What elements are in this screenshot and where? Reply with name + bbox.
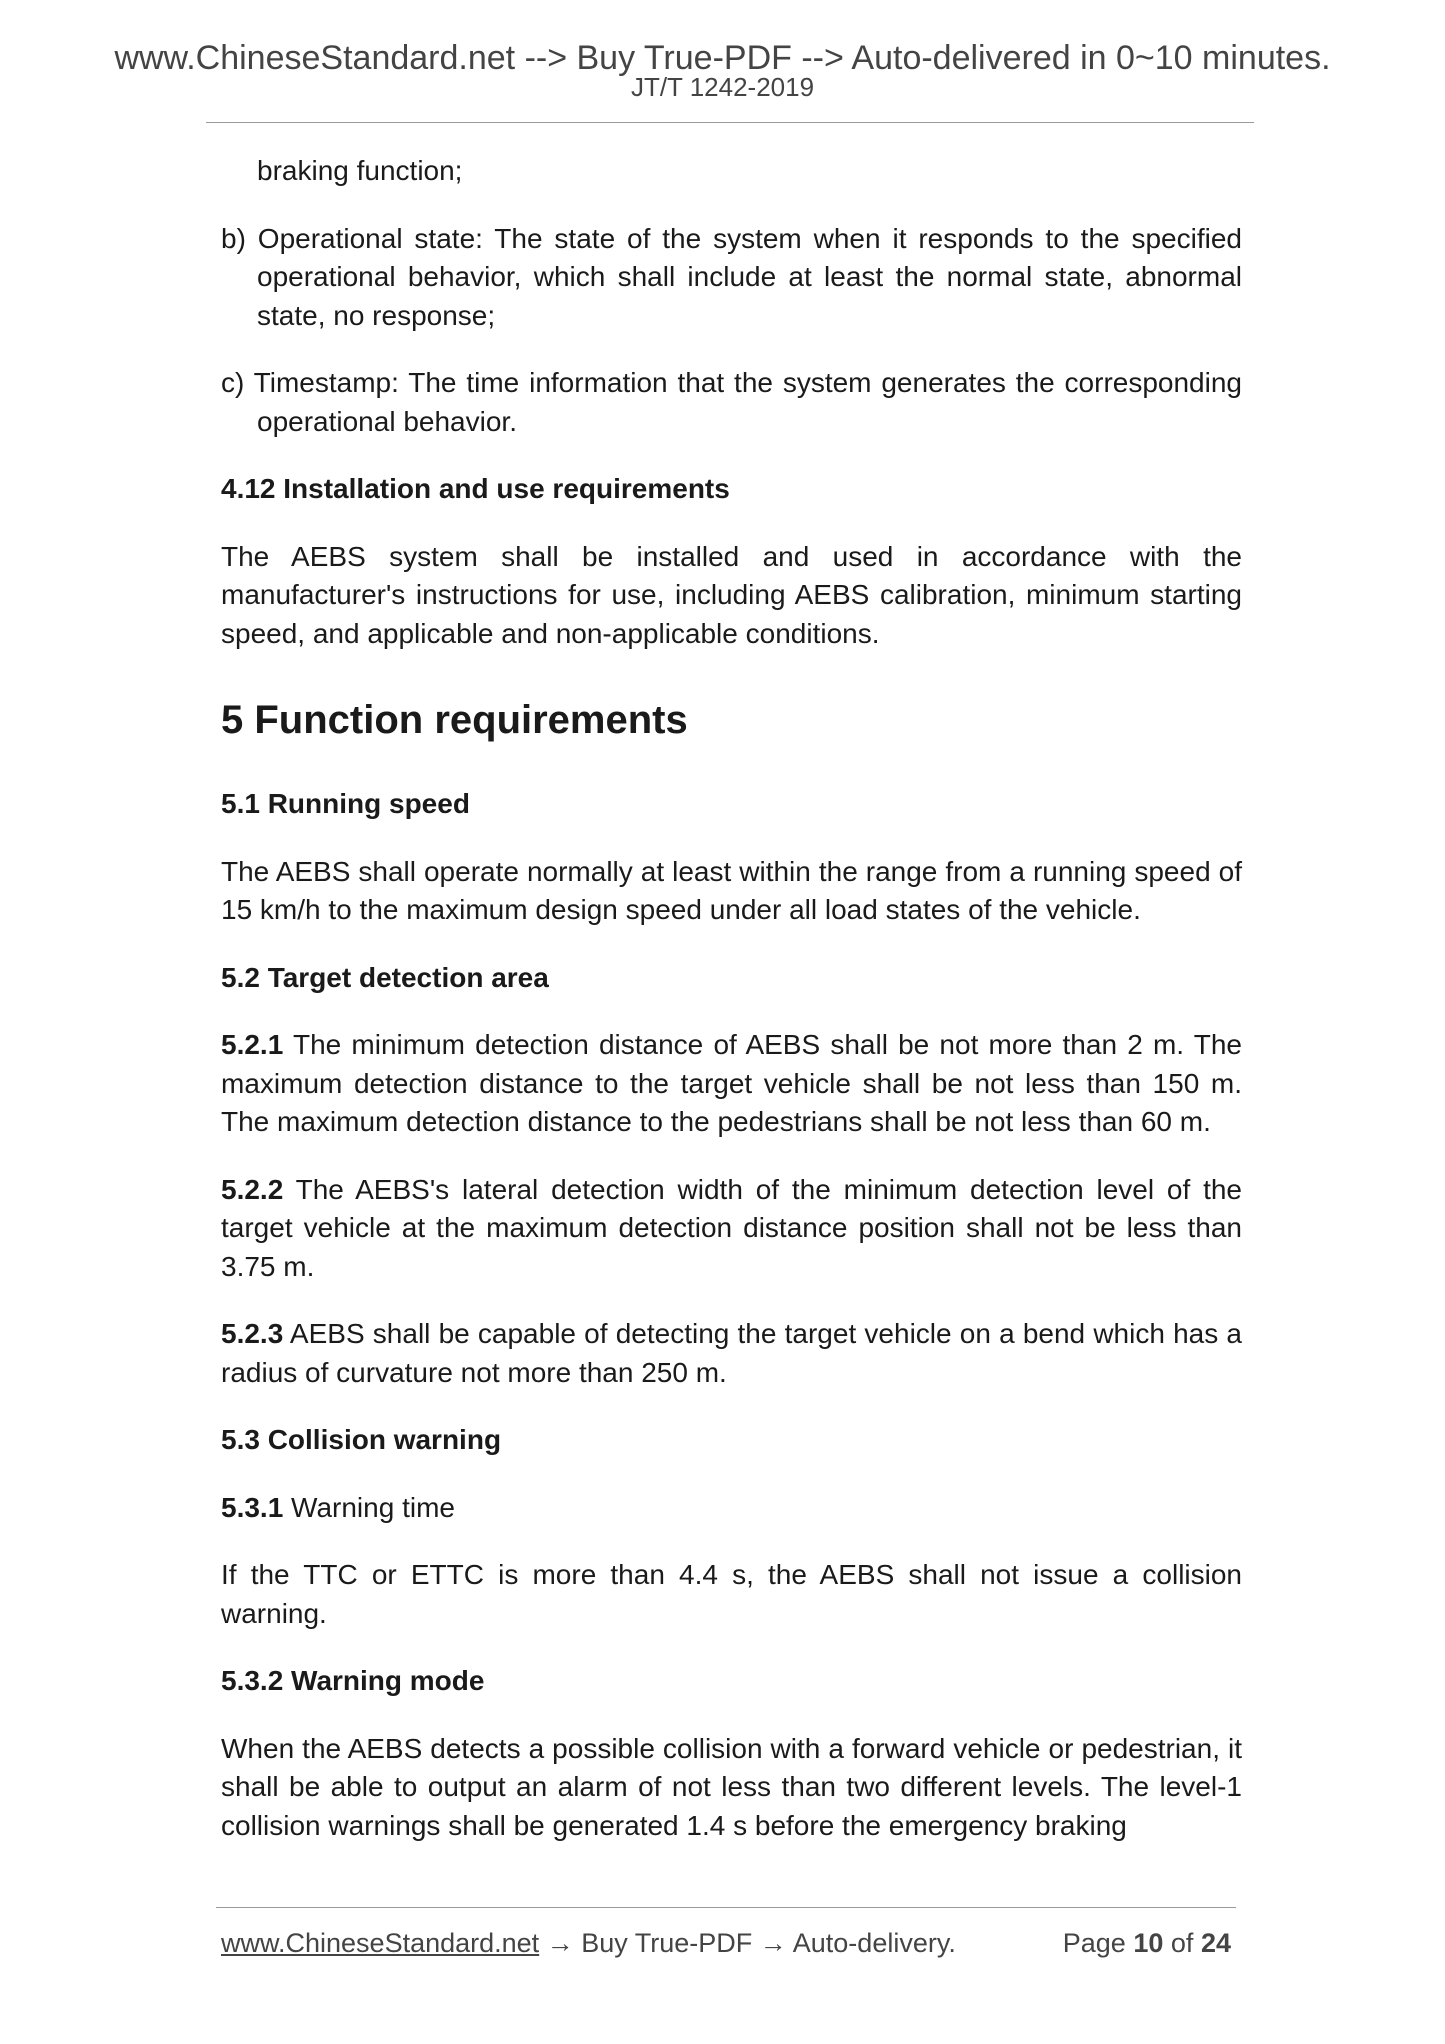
heading-5-3-1 xyxy=(221,1489,1242,1528)
auto-delivery-text: Auto-delivery. xyxy=(792,1928,956,1958)
paragraph-5-2-3 xyxy=(221,1315,1242,1392)
clause-number: 5.3.1 xyxy=(221,1491,284,1523)
header-divider xyxy=(206,122,1254,123)
clause-number: 5.2.2 xyxy=(221,1173,284,1205)
clause-text: The minimum detection distance of AEBS shall be not more than 2 m. The maximum detection distance to the target vehicle shall be not less than 150 m. The maximum detection distance to the pedestrians shall be not less than 60 m. xyxy=(221,1029,1242,1137)
list-item-b: b) Operational state: The state of the system when it responds to the specified operational behavior, which shall include at least the normal state, abnormal state, no response; xyxy=(221,222,1242,331)
footer-divider xyxy=(216,1907,1236,1908)
paragraph-5-2-1 xyxy=(221,1026,1242,1142)
current-page: 10 xyxy=(1133,1928,1164,1958)
clause-text: The AEBS's lateral detection width of the minimum detection level of the target vehicle at the maximum detection distance position shall not be less than 3.75 m. xyxy=(221,1173,1242,1282)
buy-pdf-text: Buy True-PDF xyxy=(581,1928,753,1958)
heading-5-3-2: 5.3.2 Warning mode xyxy=(221,1665,485,1696)
arrow-icon: → xyxy=(752,1928,793,1958)
clause-text: AEBS shall be capable of detecting the target vehicle on a bend which has a radius of curvature not more than 250 m. xyxy=(221,1318,1242,1388)
page-number xyxy=(1063,1926,1231,1960)
page-content xyxy=(221,152,1242,1845)
of-label: of xyxy=(1170,1928,1194,1958)
paragraph-5-2-2 xyxy=(221,1171,1242,1287)
footer-links xyxy=(221,1926,956,1960)
heading-5-2: 5.2 Target detection area xyxy=(221,961,549,993)
paragraph-4-12: The AEBS system shall be installed and used in accordance with the manufacturer's instructions for use, including AEBS calibration, minimum starting speed, and applicable and non-applicable conditions. xyxy=(221,540,1242,649)
clause-number: 5.2.1 xyxy=(221,1029,284,1060)
paragraph-5-1: The AEBS shall operate normally at least within the range from a running speed of 15 km/h to the maximum design speed under all load states of the vehicle. xyxy=(221,855,1242,925)
total-pages: 24 xyxy=(1200,1928,1231,1958)
heading-5-3: 5.3 Collision warning xyxy=(221,1424,502,1455)
continued-text: braking function; xyxy=(257,155,463,186)
document-id: JT/T 1242-2019 xyxy=(630,72,815,102)
arrow-icon: → xyxy=(539,1928,582,1958)
clause-text: Warning time xyxy=(283,1491,455,1523)
page-label: Page xyxy=(1062,1928,1126,1958)
paragraph-5-3-2: When the AEBS detects a possible collision with a forward vehicle or pedestrian, it shall be able to output an alarm of not less than two different levels. The level-1 collision warnings shall be generated 1.4 s before the emergency braking xyxy=(221,1732,1242,1841)
heading-4-12: 4.12 Installation and use requirements xyxy=(221,473,730,504)
header-banner: www.ChineseStandard.net --> Buy True-PDF --> Auto-delivered in 0~10 minutes. xyxy=(114,39,1331,77)
heading-5-1: 5.1 Running speed xyxy=(221,788,470,819)
paragraph-5-3-1: If the TTC or ETTC is more than 4.4 s, the AEBS shall not issue a collision warning. xyxy=(221,1559,1242,1629)
heading-5: 5 Function requirements xyxy=(221,698,688,742)
website-link[interactable]: www.ChineseStandard.net xyxy=(221,1928,540,1958)
clause-number: 5.2.3 xyxy=(221,1318,284,1349)
list-item-c: c) Timestamp: The time information that the system generates the corresponding operational behavior. xyxy=(221,367,1242,437)
